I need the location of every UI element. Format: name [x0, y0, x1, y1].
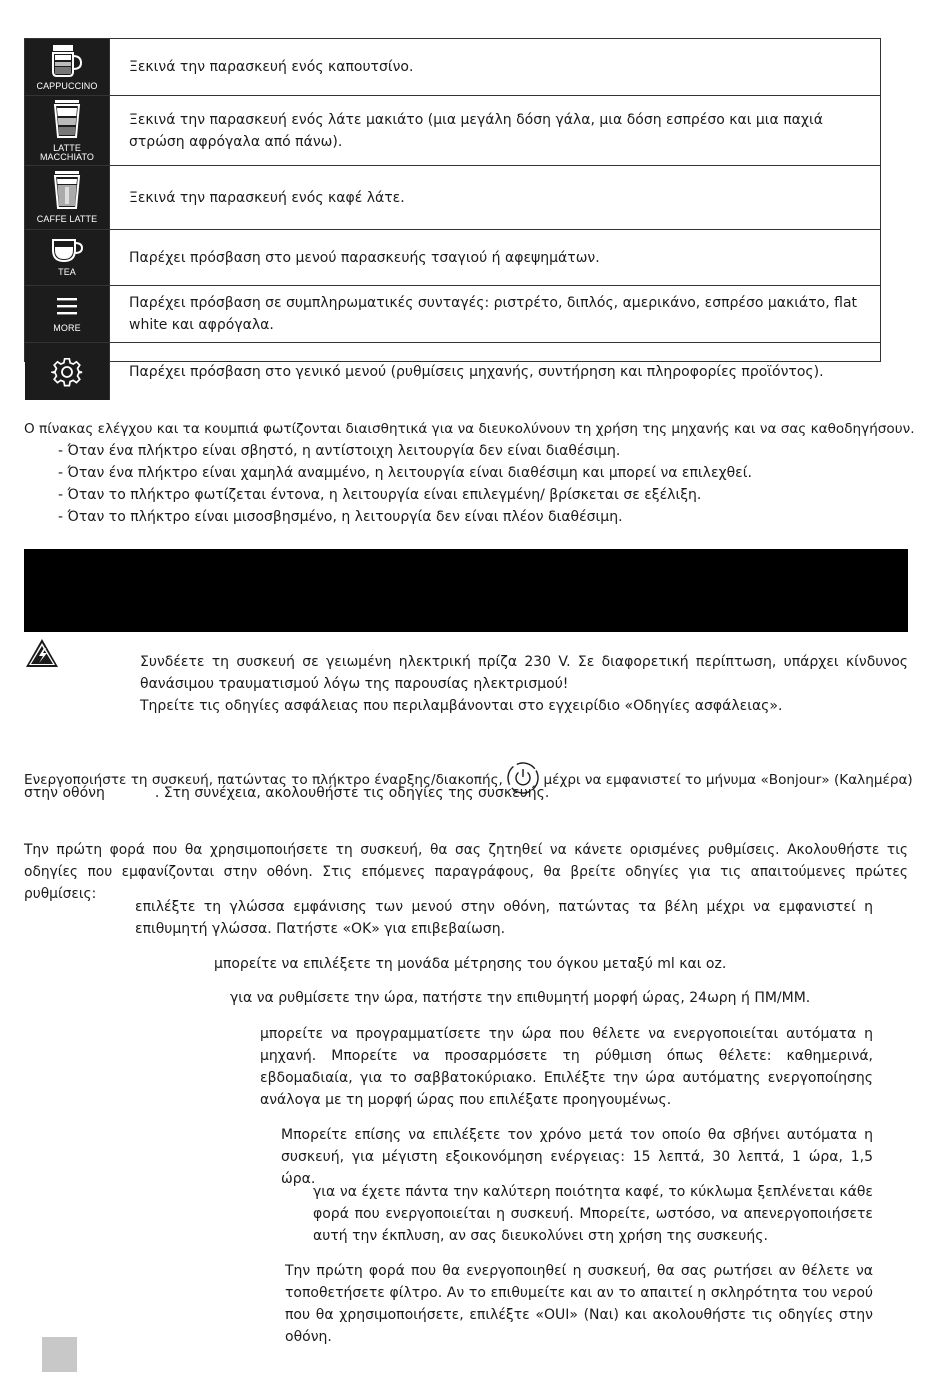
caffe-latte-button[interactable] [25, 166, 110, 229]
tea-icon [51, 238, 83, 264]
setting-time: για να ρυθμίσετε την ώρα, πατήστε την επιθυμητή μορφή ώρας, 24ωρη ή ΠΜ/ΜΜ. [230, 990, 811, 1006]
setting-auto-off: Μπορείτε επίσης να επιλέξετε τον χρόνο μετά τον οποίο θα σβήνει αυτόματα η συσκευή, για μέγιστη εξοικονόμηση ενέργειας: 15 λεπτά, 30 λεπτά, 1 ώρα, 1,5 ώρα. [281, 1127, 873, 1187]
caffe-latte-icon [52, 171, 82, 211]
table-row [25, 343, 880, 400]
cappuccino-button[interactable] [25, 39, 110, 95]
row-description: Παρέχει πρόσβαση στο γενικό μενού (ρυθμίσεις μηχανής, συντήρηση και πληροφορίες προϊόντος). [129, 363, 824, 380]
icon-label: CAPPUCCINO [36, 80, 98, 91]
latte-macchiato-button[interactable] [25, 96, 110, 165]
icon-label: CAFFE LATTE [36, 214, 98, 224]
power-on-line2-a: στην οθόνη [24, 785, 105, 801]
latte-macchiato-icon [52, 100, 82, 140]
setting-auto-on: μπορείτε να προγραμματίσετε την ώρα που θέλετε να ενεργοποιείται αυτόματα η μηχανή. Μπορείτε να προσαρμόσετε τη ρύθμιση όπως θέλετε: καθημερινά, εβδομαδιαία, για το σαββατοκύριακο. Επιλέξτε την ώρα αυτόματης ενεργοποίησης ανάλογα με τη μορφή ώρας που επιλέξατε προηγουμένως. [260, 1026, 873, 1108]
tea-button[interactable] [25, 230, 110, 285]
row-description: Παρέχει πρόσβαση στο μενού παρασκευής τσαγιού ή αφεψημάτων. [129, 249, 600, 266]
table-row [25, 286, 880, 343]
panel-intro: Ο πίνακας ελέγχου και τα κουμπιά φωτίζονται διαισθητικά για να διευκολύνουν τη χρήση της μηχανής και να σας καθοδηγήσουν. [24, 421, 915, 437]
more-button[interactable] [25, 286, 110, 342]
table-row [25, 39, 880, 96]
first-use-intro: Την πρώτη φορά που θα χρησιμοποιήσετε τη συσκευή, θα σας ζητηθεί να κάνετε ορισμένες ρυθμίσεις. Ακολουθήστε τις οδηγίες που εμφανίζονται στην οθόνη. Στις επόμενες παραγράφους, θα βρείτε οδηγίες για τις απαιτούμενες πρώτες ρυθμίσεις: [24, 842, 908, 902]
setting-units: μπορείτε να επιλέξετε τη μονάδα μέτρησης του όγκου μεταξύ ml και oz. [214, 956, 727, 972]
electric-hazard-icon [24, 637, 60, 673]
icon-label: MORE [53, 322, 81, 333]
section-banner [24, 549, 908, 632]
panel-bullet: - Όταν ένα πλήκτρο είναι χαμηλά αναμμένο, η λειτουργία είναι διαθέσιμη και μπορεί να επιλεχθεί. [58, 465, 752, 481]
setting-filter: Την πρώτη φορά που θα ενεργοποιηθεί η συσκευή, θα σας ρωτήσει αν θέλετε να τοποθετήσετε φίλτρο. Αν το επιθυμείτε και αν το απαιτεί η σκληρότητα του νερού που θα χρησιμοποιήσετε, επιλέξτε «OUI» (Ναι) και ακολουθήστε τις οδηγίες στην οθόνη. [285, 1263, 873, 1345]
setting-language: επιλέξτε τη γλώσσα εμφάνισης των μενού στην οθόνη, πατώντας τα βέλη μέχρι να εμφανιστεί η επιθυμητή γλώσσα. Πατήστε «OK» για επιβεβαίωση. [135, 899, 873, 937]
row-description: Ξεκινά την παρασκευή ενός καπουτσίνο. [129, 59, 414, 75]
page-number-box [42, 1337, 77, 1372]
row-description: Ξεκινά την παρασκευή ενός λάτε μακιάτο (μια μεγάλη δόση γάλα, μια δόση εσπρέσο και μια παχιά στρώση αφρόγαλα από πάνω). [129, 111, 823, 150]
panel-bullet: - Όταν το πλήκτρο φωτίζεται έντονα, η λειτουργία είναι επιλεγμένη/ βρίσκεται σε εξέλιξη. [58, 487, 702, 503]
power-on-text-a: Ενεργοποιήστε τη συσκευή, πατώντας το πλήκτρο έναρξης/διακοπής, [24, 772, 503, 788]
warning-text: Συνδέετε τη συσκευή σε γειωμένη ηλεκτρική πρίζα 230 V. Σε διαφορετική περίπτωση, υπάρχει κίνδυνος θανάσιμου τραυματισμού λόγω της παρουσίας ηλεκτρισμού! [140, 654, 908, 692]
row-description: Παρέχει πρόσβαση σε συμπληρωματικές συνταγές: ριστρέτο, διπλός, αμερικάνο, εσπρέσο μακιάτο, flat white και αφρόγαλα. [129, 295, 858, 333]
power-on-text-b: μέχρι να εμφανιστεί το μήνυμα «Bonjour» (Καλημέρα) [543, 772, 913, 788]
cappuccino-icon [50, 44, 84, 78]
power-on-text-line2 [24, 782, 914, 804]
gear-icon [51, 356, 83, 388]
buttons-table [24, 38, 881, 380]
row-description: Ξεκινά την παρασκευή ενός καφέ λάτε. [129, 189, 405, 206]
table-row [25, 96, 880, 166]
settings-button[interactable] [25, 343, 110, 400]
setting-rinse: για να έχετε πάντα την καλύτερη ποιότητα καφέ, το κύκλωμα ξεπλένεται κάθε φορά που ενεργοποιείται η συσκευή. Μπορείτε, ωστόσο, να απενεργοποιήσετε αυτή την έκπλυση, αν σας διευκολύνει στη χρήση της συσκευής. [313, 1184, 873, 1244]
table-row [25, 230, 880, 286]
menu-icon [56, 296, 78, 316]
panel-bullet: - Όταν ένα πλήκτρο είναι σβηστό, η αντίστοιχη λειτουργία δεν είναι διαθέσιμη. [58, 443, 621, 459]
panel-bullet: - Όταν το πλήκτρο είναι μισοσβησμένο, η λειτουργία δεν είναι πλέον διαθέσιμη. [58, 509, 623, 525]
warning-text-2: Τηρείτε τις οδηγίες ασφάλειας που περιλαμβάνονται στο εγχειρίδιο «Οδηγίες ασφάλειας». [140, 698, 783, 714]
icon-label: TEA [58, 267, 76, 277]
power-on-line2-b: . Στη συνέχεια, ακολουθήστε τις οδηγίες της συσκευής. [154, 785, 550, 801]
table-row [25, 166, 880, 230]
icon-label: LATTE MACCHIATO [39, 142, 95, 162]
